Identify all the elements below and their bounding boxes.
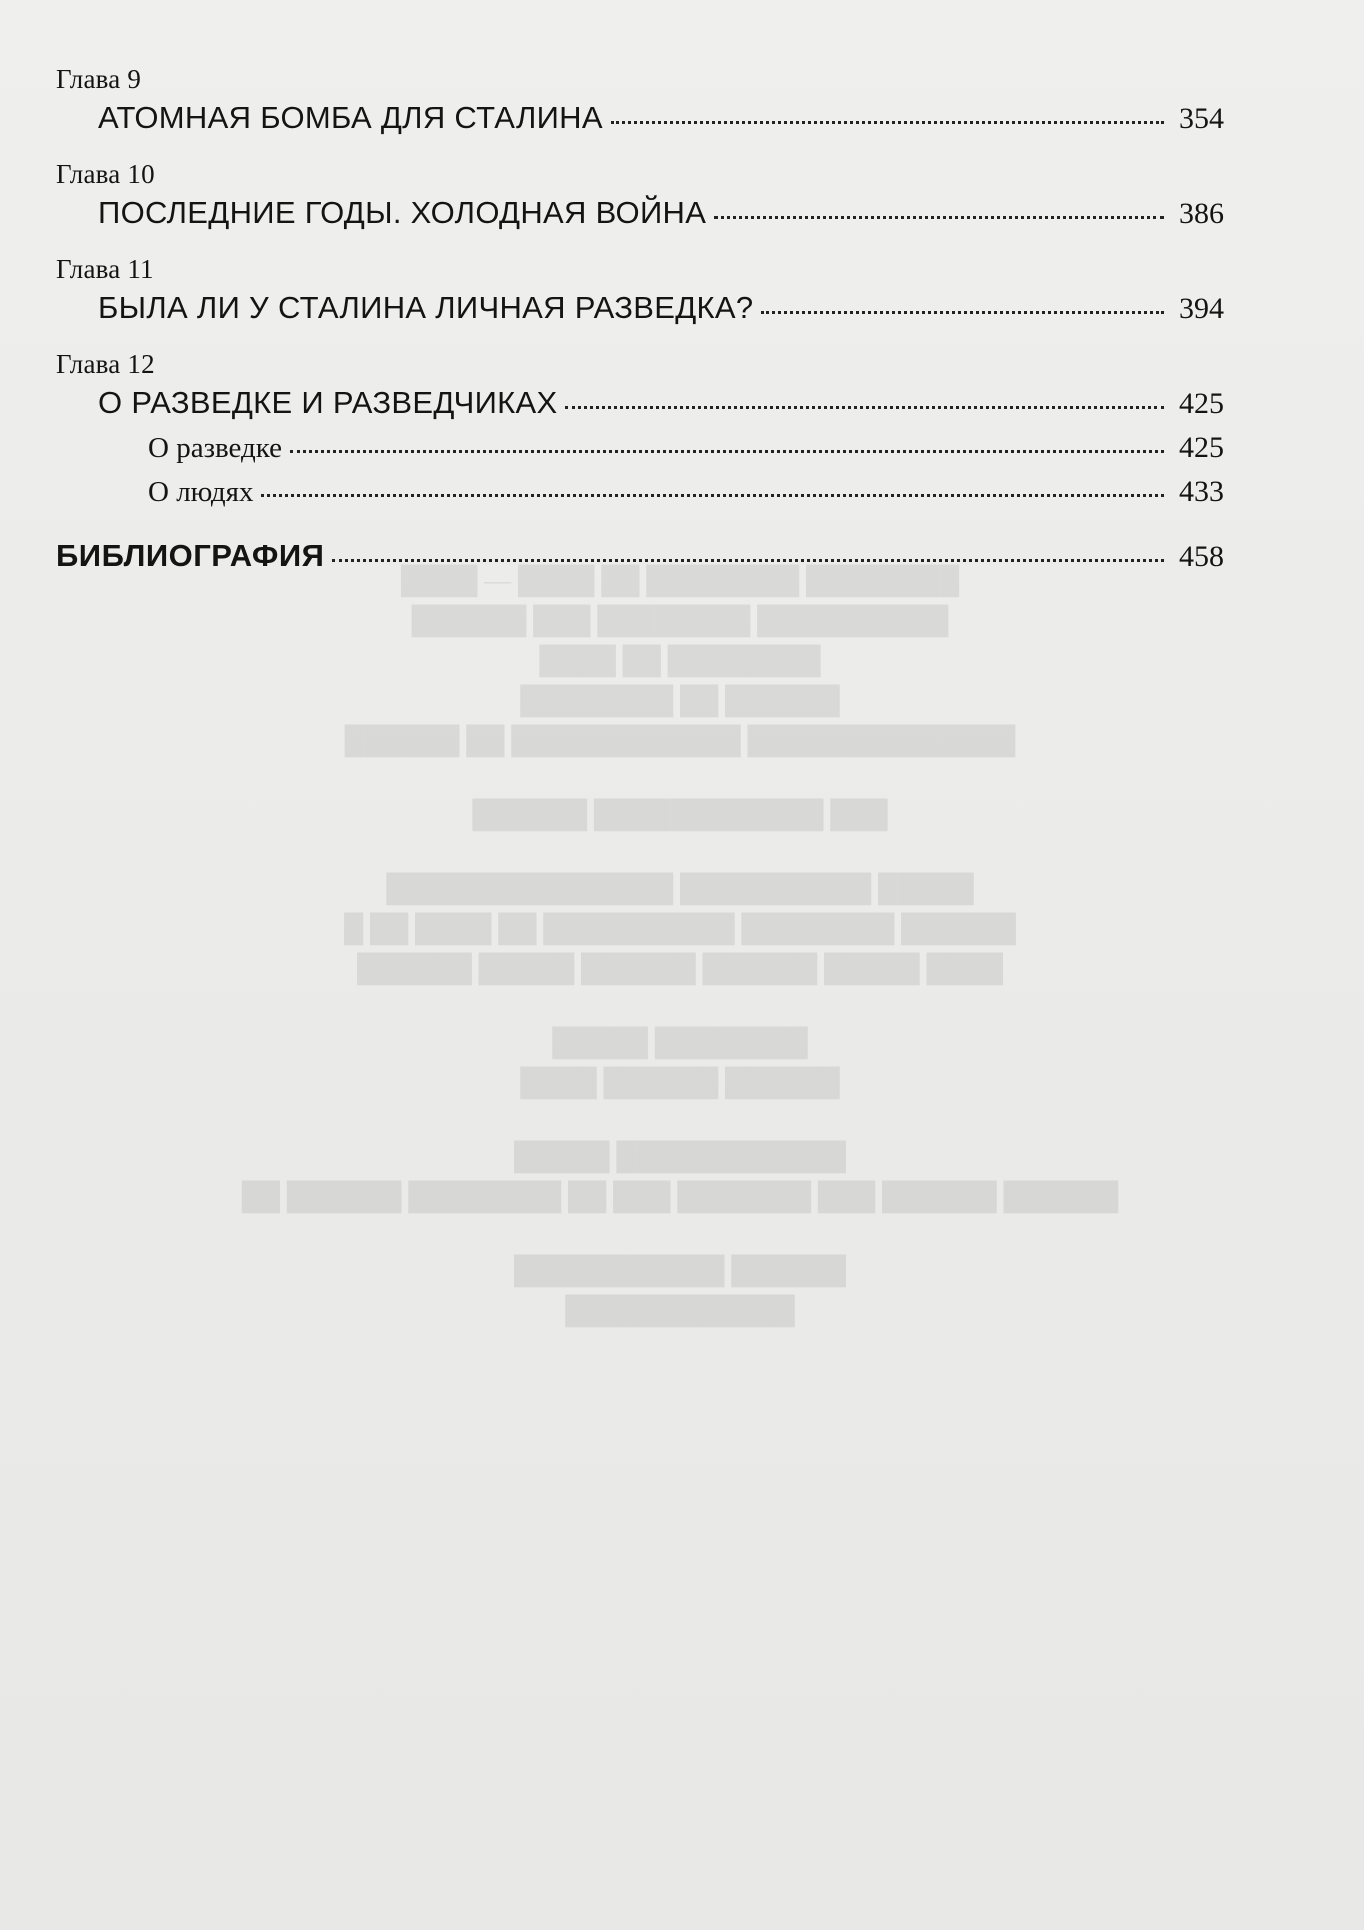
page-number: 425 xyxy=(1179,431,1224,464)
toc-subentry xyxy=(148,426,1224,470)
dot-leader xyxy=(261,494,1164,497)
toc-subentry xyxy=(148,470,1224,514)
page-number: 394 xyxy=(1179,292,1224,325)
toc-chapter-11 xyxy=(56,252,1224,331)
chapter-label: Глава 12 xyxy=(56,349,155,379)
table-of-contents xyxy=(56,62,1224,583)
chapter-label: Глава 9 xyxy=(56,64,142,94)
toc-chapter-9 xyxy=(56,62,1224,141)
dot-leader xyxy=(290,450,1164,453)
toc-entry xyxy=(98,381,1224,426)
section-title: О людях xyxy=(148,476,254,508)
toc-bibliography xyxy=(56,530,1224,583)
toc-entry xyxy=(98,286,1224,331)
page-number: 425 xyxy=(1179,387,1224,420)
chapter-label: Глава 10 xyxy=(56,159,155,189)
toc-chapter-12 xyxy=(56,347,1224,514)
toc-entry xyxy=(98,96,1224,141)
chapter-title: ПОСЛЕДНИЕ ГОДЫ. ХОЛОДНАЯ ВОЙНА xyxy=(98,195,707,230)
dot-leader xyxy=(761,311,1164,314)
dot-leader xyxy=(565,406,1164,409)
show-through-text: ████████ ████████ ██ ████ — ████ ██████████ ████████ ███ ██████ ████████ ██ ████ ██████ ██ ████████ ██████████████ ████████████ ██ ██████ ███ ████████████ ██████ █████ ██████████ ███████████████ ██████ ████████ ██████████ ██ ████ ██ █ ████ █████ ██████ ██████ █████ ██████ ████████ █████ ██████ ██████ ████ ████████████ █████ ██████ ██████ ███ ███████ ███ ██ ████████ ██████ ██ ██████ ███████████ ████████████ xyxy=(241,565,1119,1325)
dot-leader xyxy=(332,559,1164,562)
chapter-title: БЫЛА ЛИ У СТАЛИНА ЛИЧНАЯ РАЗВЕДКА? xyxy=(98,290,754,325)
page-number: 433 xyxy=(1179,475,1224,508)
page-number: 386 xyxy=(1179,197,1224,230)
chapter-title: О РАЗВЕДКЕ И РАЗВЕДЧИКАХ xyxy=(98,385,558,420)
chapter-title: АТОМНАЯ БОМБА ДЛЯ СТАЛИНА xyxy=(98,100,603,135)
toc-chapter-10 xyxy=(56,157,1224,236)
page-number: 458 xyxy=(1179,540,1224,573)
section-title: О разведке xyxy=(148,432,283,464)
bibliography-title: БИБЛИОГРАФИЯ xyxy=(56,538,325,573)
dot-leader xyxy=(714,216,1164,219)
chapter-label: Глава 11 xyxy=(56,254,154,284)
toc-entry xyxy=(98,191,1224,236)
dot-leader xyxy=(611,121,1164,124)
page-number: 354 xyxy=(1179,102,1224,135)
